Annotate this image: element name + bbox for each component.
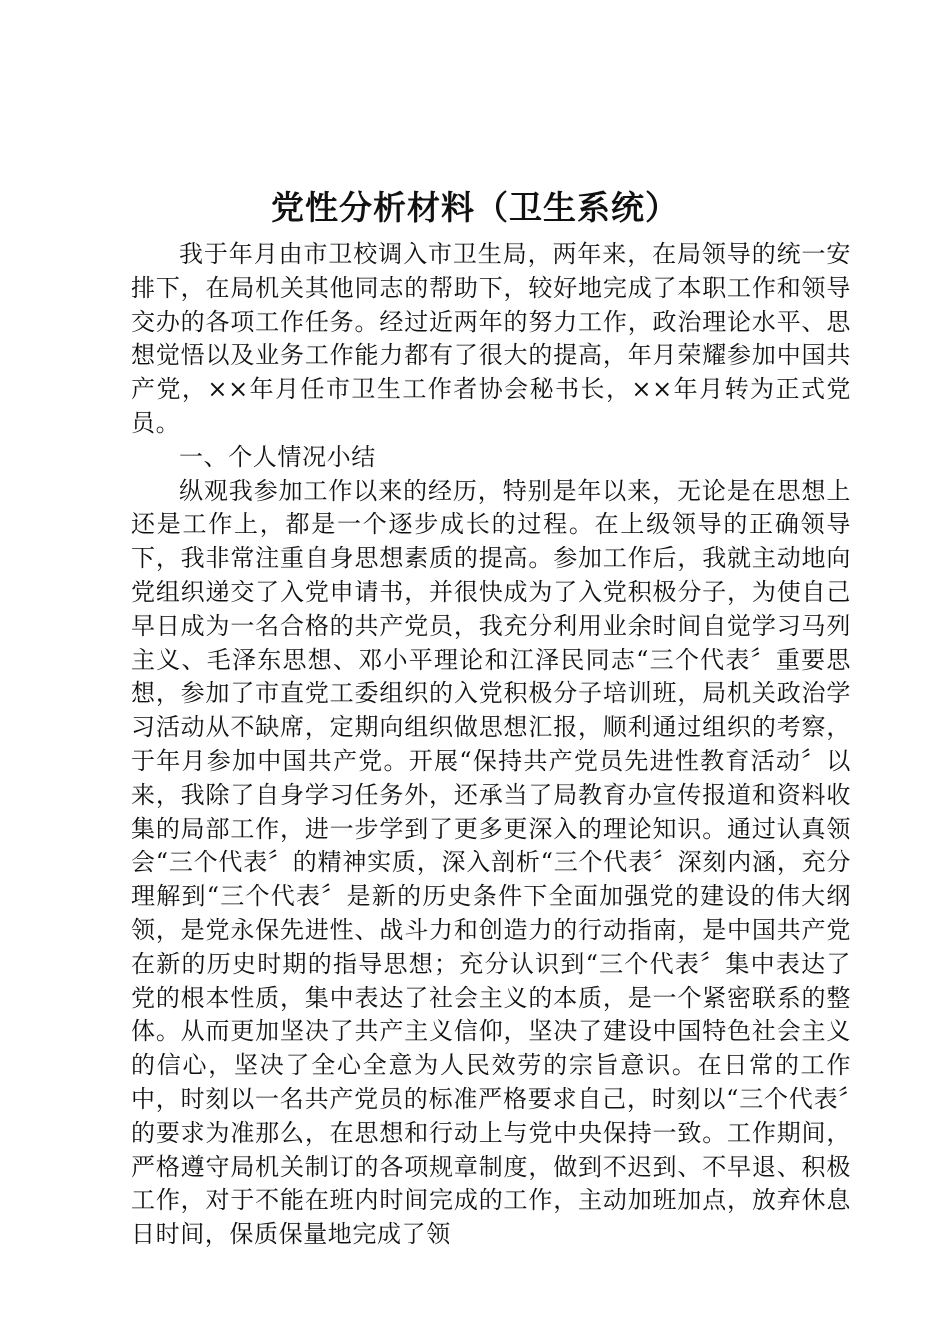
intro-paragraph: 我于年月由市卫校调入市卫生局，两年来，在局领导的统一安排下，在局机关其他同志的帮助下，较好地完成了本职工作和领导交办的各项工作任务。经过近两年的努力工作，政治理论水平、思想觉悟以及业务工作能力都有了很大的提高，年月荣耀参加中国共产党，××年月任市卫生工作者协会秘书长，××年月转为正式党员。 (131, 240, 851, 437)
document-body (131, 238, 851, 1252)
document-title: 党性分析材料（卫生系统） (271, 188, 679, 227)
summary-paragraph: 纵观我参加工作以来的经历，特别是年以来，无论是在思想上还是工作上，都是一个逐步成长的过程。在上级领导的正确领导下，我非常注重自身思想素质的提高。参加工作后，我就主动地向党组织递交了入党申请书，并很快成为了入党积极分子，为使自己早日成为一名合格的共产党员，我充分利用业余时间自觉学习马列主义、毛泽东思想、邓小平理论和江泽民同志“三个代表〞重要思想，参加了市直党工委组织的入党积极分子培训班，局机关政治学习活动从不缺席，定期向组织做思想汇报，顺利通过组织的考察，于年月参加中国共产党。开展“保持共产党员先进性教育活动〞以来，我除了自身学习任务外，还承当了局教育办宣传报道和资料收集的局部工作，进一步学到了更多更深入的理论知识。通过认真领会“三个代表〞的精神实质，深入剖析“三个代表〞深刻内涵，充分理解到“三个代表〞是新的历史条件下全面加强党的建设的伟大纲领，是党永保先进性、战斗力和创造力的行动指南，是中国共产党在新的历史时期的指导思想；充分认识到“三个代表〞集中表达了党的根本性质，集中表达了社会主义的本质，是一个紧密联系的整体。从而更加坚决了共产主义信仰，坚决了建设中国特色社会主义的信心，坚决了全心全意为人民效劳的宗旨意识。在日常的工作中，时刻以一名共产党员的标准严格要求自己，时刻以“三个代表〞的要求为准那么，在思想和行动上与党中央保持一致。工作期间，严格遵守局机关制订的各项规章制度，做到不迟到、不早退、积极工作，对于不能在班内时间完成的工作，主动加班加点，放弃休息日时间，保质保量地完成了领 (131, 476, 851, 1249)
section-heading: 一、个人情况小结 (179, 442, 376, 471)
